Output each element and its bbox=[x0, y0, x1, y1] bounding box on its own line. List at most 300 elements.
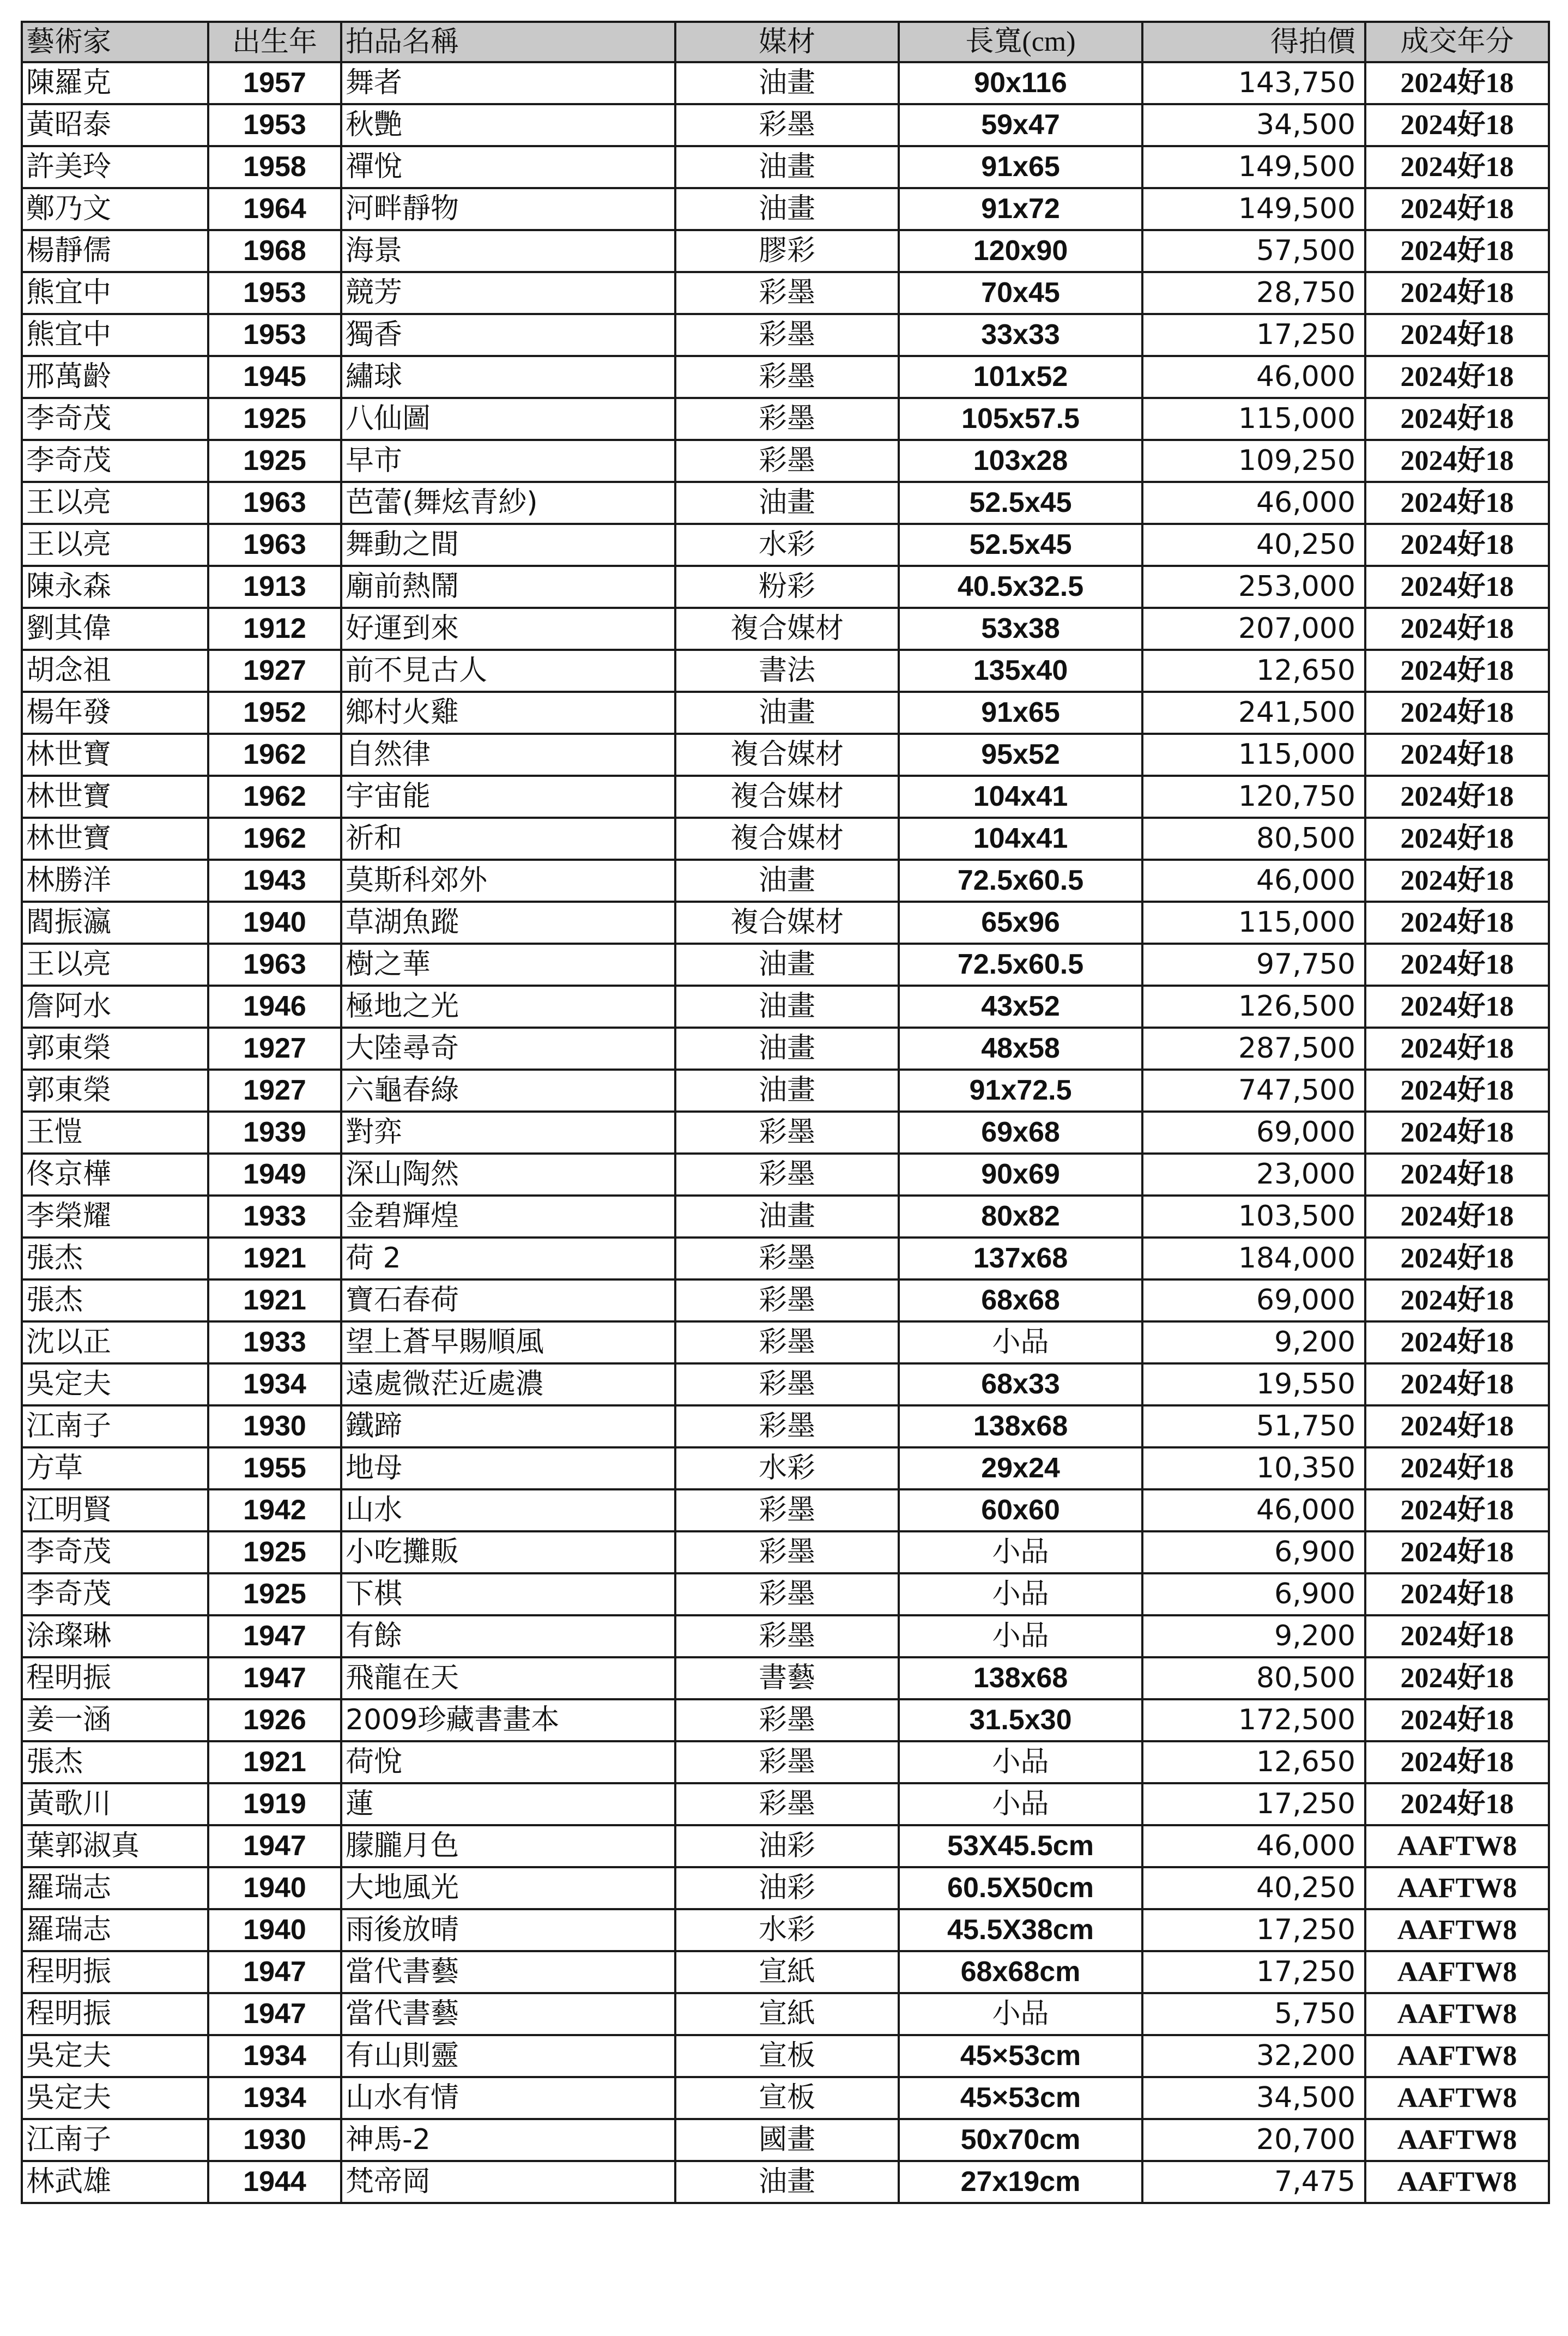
cell-title: 地母 bbox=[341, 1447, 675, 1489]
cell-title: 河畔靜物 bbox=[341, 188, 675, 230]
cell-session: 2024好18 bbox=[1365, 1657, 1549, 1699]
cell-price: 12,650 bbox=[1142, 650, 1365, 692]
cell-artist: 鄭乃文 bbox=[22, 188, 208, 230]
cell-birth-year: 1957 bbox=[208, 62, 341, 104]
cell-artist: 涂璨琳 bbox=[22, 1615, 208, 1657]
cell-size: 68x68cm bbox=[899, 1951, 1142, 1993]
cell-medium: 油畫 bbox=[675, 146, 899, 188]
table-row bbox=[22, 62, 1549, 104]
cell-artist: 邢萬齡 bbox=[22, 356, 208, 398]
cell-medium: 書法 bbox=[675, 650, 899, 692]
table-row bbox=[22, 482, 1549, 524]
cell-size: 53x38 bbox=[899, 608, 1142, 650]
cell-session: 2024好18 bbox=[1365, 62, 1549, 104]
cell-artist: 李榮耀 bbox=[22, 1196, 208, 1238]
cell-session: AAFTW8 bbox=[1365, 1825, 1549, 1867]
cell-birth-year: 1963 bbox=[208, 482, 341, 524]
cell-artist: 李奇茂 bbox=[22, 440, 208, 482]
cell-size: 91x72 bbox=[899, 188, 1142, 230]
cell-birth-year: 1921 bbox=[208, 1279, 341, 1321]
cell-artist: 江明賢 bbox=[22, 1489, 208, 1531]
cell-price: 20,700 bbox=[1142, 2119, 1365, 2161]
cell-session: 2024好18 bbox=[1365, 986, 1549, 1028]
cell-size: 27x19cm bbox=[899, 2161, 1142, 2203]
cell-session: 2024好18 bbox=[1365, 776, 1549, 818]
table-row bbox=[22, 524, 1549, 566]
cell-session: 2024好18 bbox=[1365, 440, 1549, 482]
cell-title: 飛龍在天 bbox=[341, 1657, 675, 1699]
cell-medium: 彩墨 bbox=[675, 1112, 899, 1154]
table-row bbox=[22, 1993, 1549, 2035]
cell-medium: 彩墨 bbox=[675, 1615, 899, 1657]
cell-birth-year: 1925 bbox=[208, 1573, 341, 1615]
cell-size: 68x68 bbox=[899, 1279, 1142, 1321]
cell-birth-year: 1930 bbox=[208, 1405, 341, 1447]
cell-title: 樹之華 bbox=[341, 944, 675, 986]
table-row bbox=[22, 2035, 1549, 2077]
cell-title: 前不見古人 bbox=[341, 650, 675, 692]
cell-price: 57,500 bbox=[1142, 230, 1365, 272]
cell-medium: 彩墨 bbox=[675, 1699, 899, 1741]
header-artist: 藝術家 bbox=[22, 22, 208, 62]
cell-size: 45.5X38cm bbox=[899, 1909, 1142, 1951]
cell-artist: 葉郭淑真 bbox=[22, 1825, 208, 1867]
cell-medium: 油畫 bbox=[675, 2161, 899, 2203]
cell-session: 2024好18 bbox=[1365, 1238, 1549, 1279]
cell-session: 2024好18 bbox=[1365, 1196, 1549, 1238]
cell-title: 望上蒼早賜順風 bbox=[341, 1321, 675, 1363]
cell-price: 9,200 bbox=[1142, 1321, 1365, 1363]
table-row bbox=[22, 440, 1549, 482]
cell-birth-year: 1913 bbox=[208, 566, 341, 608]
cell-medium: 油畫 bbox=[675, 62, 899, 104]
cell-artist: 王以亮 bbox=[22, 524, 208, 566]
cell-artist: 吳定夫 bbox=[22, 2035, 208, 2077]
cell-title: 舞動之間 bbox=[341, 524, 675, 566]
cell-title: 有餘 bbox=[341, 1615, 675, 1657]
cell-session: 2024好18 bbox=[1365, 146, 1549, 188]
cell-medium: 複合媒材 bbox=[675, 902, 899, 944]
cell-birth-year: 1934 bbox=[208, 2035, 341, 2077]
cell-price: 115,000 bbox=[1142, 734, 1365, 776]
cell-size: 91x65 bbox=[899, 692, 1142, 734]
table-row bbox=[22, 1321, 1549, 1363]
cell-session: 2024好18 bbox=[1365, 1363, 1549, 1405]
cell-session: 2024好18 bbox=[1365, 650, 1549, 692]
cell-price: 23,000 bbox=[1142, 1154, 1365, 1196]
table-row bbox=[22, 902, 1549, 944]
cell-title: 有山則靈 bbox=[341, 2035, 675, 2077]
cell-price: 28,750 bbox=[1142, 272, 1365, 314]
cell-price: 6,900 bbox=[1142, 1573, 1365, 1615]
cell-session: 2024好18 bbox=[1365, 356, 1549, 398]
cell-size: 104x41 bbox=[899, 818, 1142, 860]
cell-medium: 複合媒材 bbox=[675, 734, 899, 776]
cell-size: 91x72.5 bbox=[899, 1070, 1142, 1112]
cell-session: 2024好18 bbox=[1365, 482, 1549, 524]
cell-session: 2024好18 bbox=[1365, 1489, 1549, 1531]
table-row bbox=[22, 230, 1549, 272]
cell-size: 小品 bbox=[899, 1573, 1142, 1615]
cell-medium: 彩墨 bbox=[675, 398, 899, 440]
cell-size: 小品 bbox=[899, 1741, 1142, 1783]
table-row bbox=[22, 1070, 1549, 1112]
cell-session: 2024好18 bbox=[1365, 1112, 1549, 1154]
cell-price: 17,250 bbox=[1142, 314, 1365, 356]
cell-size: 45×53cm bbox=[899, 2035, 1142, 2077]
table-row bbox=[22, 356, 1549, 398]
table-row bbox=[22, 1447, 1549, 1489]
cell-medium: 油畫 bbox=[675, 482, 899, 524]
table-row bbox=[22, 1951, 1549, 1993]
cell-medium: 彩墨 bbox=[675, 356, 899, 398]
cell-birth-year: 1963 bbox=[208, 944, 341, 986]
cell-title: 山水 bbox=[341, 1489, 675, 1531]
cell-session: AAFTW8 bbox=[1365, 1867, 1549, 1909]
cell-artist: 姜一涵 bbox=[22, 1699, 208, 1741]
cell-size: 135x40 bbox=[899, 650, 1142, 692]
cell-size: 69x68 bbox=[899, 1112, 1142, 1154]
cell-title: 獨香 bbox=[341, 314, 675, 356]
cell-birth-year: 1933 bbox=[208, 1196, 341, 1238]
cell-session: 2024好18 bbox=[1365, 1531, 1549, 1573]
cell-size: 68x33 bbox=[899, 1363, 1142, 1405]
cell-size: 90x69 bbox=[899, 1154, 1142, 1196]
table-row bbox=[22, 1154, 1549, 1196]
cell-price: 253,000 bbox=[1142, 566, 1365, 608]
cell-medium: 水彩 bbox=[675, 1909, 899, 1951]
auction-results-sheet bbox=[21, 21, 1548, 2204]
table-body bbox=[22, 62, 1549, 2203]
table-row bbox=[22, 1615, 1549, 1657]
cell-size: 小品 bbox=[899, 1531, 1142, 1573]
cell-session: 2024好18 bbox=[1365, 1028, 1549, 1070]
cell-artist: 沈以正 bbox=[22, 1321, 208, 1363]
table-row bbox=[22, 650, 1549, 692]
cell-size: 53X45.5cm bbox=[899, 1825, 1142, 1867]
table-row bbox=[22, 1867, 1549, 1909]
header-title: 拍品名稱 bbox=[341, 22, 675, 62]
cell-birth-year: 1953 bbox=[208, 272, 341, 314]
cell-price: 46,000 bbox=[1142, 1489, 1365, 1531]
cell-artist: 楊年發 bbox=[22, 692, 208, 734]
cell-price: 287,500 bbox=[1142, 1028, 1365, 1070]
table-row bbox=[22, 314, 1549, 356]
cell-session: 2024好18 bbox=[1365, 1070, 1549, 1112]
cell-title: 大陸尋奇 bbox=[341, 1028, 675, 1070]
cell-birth-year: 1942 bbox=[208, 1489, 341, 1531]
cell-artist: 張杰 bbox=[22, 1238, 208, 1279]
cell-price: 34,500 bbox=[1142, 104, 1365, 146]
cell-birth-year: 1955 bbox=[208, 1447, 341, 1489]
cell-title: 海景 bbox=[341, 230, 675, 272]
cell-medium: 複合媒材 bbox=[675, 608, 899, 650]
cell-medium: 國畫 bbox=[675, 2119, 899, 2161]
cell-title: 金碧輝煌 bbox=[341, 1196, 675, 1238]
cell-session: 2024好18 bbox=[1365, 314, 1549, 356]
cell-birth-year: 1912 bbox=[208, 608, 341, 650]
cell-price: 149,500 bbox=[1142, 188, 1365, 230]
cell-medium: 彩墨 bbox=[675, 104, 899, 146]
cell-session: AAFTW8 bbox=[1365, 1993, 1549, 2035]
table-row bbox=[22, 1196, 1549, 1238]
cell-medium: 彩墨 bbox=[675, 1783, 899, 1825]
table-row bbox=[22, 1741, 1549, 1783]
cell-size: 91x65 bbox=[899, 146, 1142, 188]
header-session: 成交年分 bbox=[1365, 22, 1549, 62]
cell-birth-year: 1964 bbox=[208, 188, 341, 230]
cell-size: 45×53cm bbox=[899, 2077, 1142, 2119]
cell-price: 747,500 bbox=[1142, 1070, 1365, 1112]
cell-session: 2024好18 bbox=[1365, 188, 1549, 230]
cell-session: AAFTW8 bbox=[1365, 2119, 1549, 2161]
cell-price: 19,550 bbox=[1142, 1363, 1365, 1405]
cell-size: 103x28 bbox=[899, 440, 1142, 482]
cell-birth-year: 1962 bbox=[208, 776, 341, 818]
cell-artist: 詹阿水 bbox=[22, 986, 208, 1028]
cell-birth-year: 1934 bbox=[208, 2077, 341, 2119]
cell-medium: 水彩 bbox=[675, 524, 899, 566]
cell-birth-year: 1947 bbox=[208, 1951, 341, 1993]
cell-price: 241,500 bbox=[1142, 692, 1365, 734]
cell-medium: 彩墨 bbox=[675, 1489, 899, 1531]
cell-price: 46,000 bbox=[1142, 1825, 1365, 1867]
cell-price: 10,350 bbox=[1142, 1447, 1365, 1489]
cell-session: 2024好18 bbox=[1365, 902, 1549, 944]
cell-artist: 林勝洋 bbox=[22, 860, 208, 902]
table-row bbox=[22, 1363, 1549, 1405]
cell-birth-year: 1962 bbox=[208, 734, 341, 776]
cell-size: 60x60 bbox=[899, 1489, 1142, 1531]
cell-medium: 複合媒材 bbox=[675, 818, 899, 860]
table-row bbox=[22, 2077, 1549, 2119]
cell-artist: 江南子 bbox=[22, 1405, 208, 1447]
cell-artist: 林世寶 bbox=[22, 818, 208, 860]
cell-medium: 彩墨 bbox=[675, 1363, 899, 1405]
table-row bbox=[22, 1699, 1549, 1741]
cell-title: 雨後放晴 bbox=[341, 1909, 675, 1951]
cell-title: 芭蕾(舞炫青紗) bbox=[341, 482, 675, 524]
cell-title: 梵帝岡 bbox=[341, 2161, 675, 2203]
header-price: 得拍價 bbox=[1142, 22, 1365, 62]
cell-price: 97,750 bbox=[1142, 944, 1365, 986]
cell-medium: 膠彩 bbox=[675, 230, 899, 272]
cell-title: 自然律 bbox=[341, 734, 675, 776]
cell-artist: 許美玲 bbox=[22, 146, 208, 188]
cell-medium: 油畫 bbox=[675, 1196, 899, 1238]
cell-title: 繡球 bbox=[341, 356, 675, 398]
cell-title: 朦朧月色 bbox=[341, 1825, 675, 1867]
cell-size: 65x96 bbox=[899, 902, 1142, 944]
cell-price: 109,250 bbox=[1142, 440, 1365, 482]
cell-size: 138x68 bbox=[899, 1405, 1142, 1447]
cell-price: 69,000 bbox=[1142, 1112, 1365, 1154]
table-row bbox=[22, 1783, 1549, 1825]
cell-size: 52.5x45 bbox=[899, 482, 1142, 524]
table-row bbox=[22, 146, 1549, 188]
cell-medium: 彩墨 bbox=[675, 1279, 899, 1321]
cell-title: 六龜春綠 bbox=[341, 1070, 675, 1112]
cell-price: 115,000 bbox=[1142, 902, 1365, 944]
cell-size: 72.5x60.5 bbox=[899, 860, 1142, 902]
cell-price: 12,650 bbox=[1142, 1741, 1365, 1783]
cell-title: 荷悅 bbox=[341, 1741, 675, 1783]
cell-size: 48x58 bbox=[899, 1028, 1142, 1070]
cell-price: 46,000 bbox=[1142, 482, 1365, 524]
cell-artist: 林世寶 bbox=[22, 734, 208, 776]
cell-session: 2024好18 bbox=[1365, 1447, 1549, 1489]
cell-artist: 胡念祖 bbox=[22, 650, 208, 692]
table-row bbox=[22, 608, 1549, 650]
cell-medium: 彩墨 bbox=[675, 1154, 899, 1196]
table-row bbox=[22, 1657, 1549, 1699]
table-row bbox=[22, 1238, 1549, 1279]
cell-artist: 王以亮 bbox=[22, 944, 208, 986]
cell-session: 2024好18 bbox=[1365, 1405, 1549, 1447]
cell-title: 蓮 bbox=[341, 1783, 675, 1825]
cell-price: 40,250 bbox=[1142, 524, 1365, 566]
cell-artist: 吳定夫 bbox=[22, 1363, 208, 1405]
cell-title: 禪悅 bbox=[341, 146, 675, 188]
cell-session: 2024好18 bbox=[1365, 1573, 1549, 1615]
cell-price: 17,250 bbox=[1142, 1909, 1365, 1951]
cell-medium: 油彩 bbox=[675, 1867, 899, 1909]
cell-artist: 羅瑞志 bbox=[22, 1867, 208, 1909]
cell-price: 80,500 bbox=[1142, 818, 1365, 860]
cell-price: 115,000 bbox=[1142, 398, 1365, 440]
cell-price: 126,500 bbox=[1142, 986, 1365, 1028]
cell-birth-year: 1925 bbox=[208, 398, 341, 440]
cell-session: 2024好18 bbox=[1365, 566, 1549, 608]
cell-medium: 書藝 bbox=[675, 1657, 899, 1699]
cell-medium: 水彩 bbox=[675, 1447, 899, 1489]
cell-price: 69,000 bbox=[1142, 1279, 1365, 1321]
cell-title: 當代書藝 bbox=[341, 1993, 675, 2035]
cell-session: AAFTW8 bbox=[1365, 2035, 1549, 2077]
cell-session: 2024好18 bbox=[1365, 524, 1549, 566]
cell-size: 72.5x60.5 bbox=[899, 944, 1142, 986]
table-row bbox=[22, 566, 1549, 608]
cell-size: 小品 bbox=[899, 1615, 1142, 1657]
cell-size: 小品 bbox=[899, 1321, 1142, 1363]
cell-medium: 彩墨 bbox=[675, 314, 899, 356]
cell-artist: 程明振 bbox=[22, 1657, 208, 1699]
cell-medium: 宣紙 bbox=[675, 1993, 899, 2035]
cell-session: 2024好18 bbox=[1365, 944, 1549, 986]
cell-session: 2024好18 bbox=[1365, 398, 1549, 440]
cell-birth-year: 1947 bbox=[208, 1993, 341, 2035]
header-birth-year: 出生年 bbox=[208, 22, 341, 62]
cell-medium: 宣板 bbox=[675, 2077, 899, 2119]
cell-artist: 方草 bbox=[22, 1447, 208, 1489]
cell-artist: 李奇茂 bbox=[22, 1531, 208, 1573]
cell-price: 32,200 bbox=[1142, 2035, 1365, 2077]
cell-size: 40.5x32.5 bbox=[899, 566, 1142, 608]
cell-size: 70x45 bbox=[899, 272, 1142, 314]
cell-medium: 複合媒材 bbox=[675, 776, 899, 818]
cell-title: 莫斯科郊外 bbox=[341, 860, 675, 902]
cell-birth-year: 1945 bbox=[208, 356, 341, 398]
cell-medium: 宣紙 bbox=[675, 1951, 899, 1993]
cell-price: 34,500 bbox=[1142, 2077, 1365, 2119]
cell-session: 2024好18 bbox=[1365, 1783, 1549, 1825]
cell-artist: 張杰 bbox=[22, 1279, 208, 1321]
cell-price: 184,000 bbox=[1142, 1238, 1365, 1279]
cell-size: 138x68 bbox=[899, 1657, 1142, 1699]
cell-artist: 郭東榮 bbox=[22, 1070, 208, 1112]
cell-price: 51,750 bbox=[1142, 1405, 1365, 1447]
cell-title: 秋艷 bbox=[341, 104, 675, 146]
cell-title: 深山陶然 bbox=[341, 1154, 675, 1196]
cell-artist: 程明振 bbox=[22, 1993, 208, 2035]
cell-title: 早市 bbox=[341, 440, 675, 482]
cell-size: 95x52 bbox=[899, 734, 1142, 776]
cell-medium: 油畫 bbox=[675, 1070, 899, 1112]
cell-title: 好運到來 bbox=[341, 608, 675, 650]
cell-session: 2024好18 bbox=[1365, 818, 1549, 860]
cell-birth-year: 1944 bbox=[208, 2161, 341, 2203]
cell-session: 2024好18 bbox=[1365, 1615, 1549, 1657]
table-row bbox=[22, 2161, 1549, 2203]
cell-title: 寶石春荷 bbox=[341, 1279, 675, 1321]
cell-medium: 粉彩 bbox=[675, 566, 899, 608]
cell-session: AAFTW8 bbox=[1365, 1909, 1549, 1951]
cell-price: 143,750 bbox=[1142, 62, 1365, 104]
cell-price: 207,000 bbox=[1142, 608, 1365, 650]
header-row bbox=[22, 22, 1549, 62]
cell-birth-year: 1921 bbox=[208, 1741, 341, 1783]
cell-birth-year: 1927 bbox=[208, 1028, 341, 1070]
cell-medium: 彩墨 bbox=[675, 1741, 899, 1783]
table-row bbox=[22, 860, 1549, 902]
table-row bbox=[22, 1825, 1549, 1867]
cell-price: 6,900 bbox=[1142, 1531, 1365, 1573]
cell-session: AAFTW8 bbox=[1365, 2161, 1549, 2203]
cell-title: 神馬-2 bbox=[341, 2119, 675, 2161]
table-row bbox=[22, 2119, 1549, 2161]
cell-price: 5,750 bbox=[1142, 1993, 1365, 2035]
cell-birth-year: 1925 bbox=[208, 1531, 341, 1573]
cell-size: 60.5X50cm bbox=[899, 1867, 1142, 1909]
cell-price: 17,250 bbox=[1142, 1951, 1365, 1993]
cell-medium: 油畫 bbox=[675, 860, 899, 902]
cell-price: 40,250 bbox=[1142, 1867, 1365, 1909]
cell-artist: 郭東榮 bbox=[22, 1028, 208, 1070]
cell-birth-year: 1958 bbox=[208, 146, 341, 188]
cell-size: 59x47 bbox=[899, 104, 1142, 146]
cell-artist: 江南子 bbox=[22, 2119, 208, 2161]
cell-birth-year: 1939 bbox=[208, 1112, 341, 1154]
table-row bbox=[22, 818, 1549, 860]
cell-medium: 油彩 bbox=[675, 1825, 899, 1867]
cell-price: 120,750 bbox=[1142, 776, 1365, 818]
cell-birth-year: 1953 bbox=[208, 104, 341, 146]
cell-birth-year: 1947 bbox=[208, 1615, 341, 1657]
cell-medium: 油畫 bbox=[675, 944, 899, 986]
cell-birth-year: 1919 bbox=[208, 1783, 341, 1825]
cell-medium: 彩墨 bbox=[675, 1405, 899, 1447]
cell-birth-year: 1943 bbox=[208, 860, 341, 902]
cell-size: 小品 bbox=[899, 1783, 1142, 1825]
table-row bbox=[22, 188, 1549, 230]
cell-birth-year: 1921 bbox=[208, 1238, 341, 1279]
table-row bbox=[22, 272, 1549, 314]
cell-size: 29x24 bbox=[899, 1447, 1142, 1489]
cell-artist: 吳定夫 bbox=[22, 2077, 208, 2119]
cell-birth-year: 1963 bbox=[208, 524, 341, 566]
cell-title: 舞者 bbox=[341, 62, 675, 104]
table-row bbox=[22, 398, 1549, 440]
